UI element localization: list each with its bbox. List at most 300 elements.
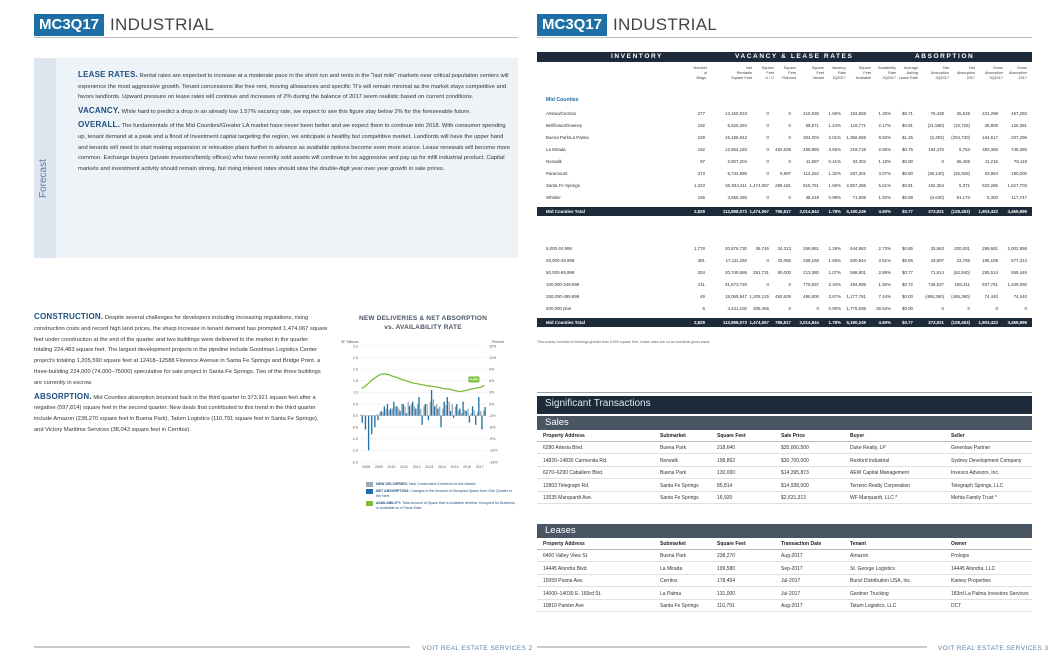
bar-net-absorption bbox=[437, 409, 438, 416]
row-cell: $0.72 bbox=[902, 282, 913, 287]
group-absorption: ABSORPTION bbox=[915, 53, 975, 60]
row-cell: 15059 Piuma Ave. bbox=[543, 578, 584, 584]
forecast-tab-label: Forecast bbox=[38, 159, 49, 198]
bar-net-absorption bbox=[393, 402, 394, 416]
bar-net-absorption bbox=[469, 416, 470, 423]
row-cell: Aug-2017 bbox=[781, 603, 803, 609]
row-cell: 467,283 bbox=[1011, 111, 1027, 116]
row-cell: 14445 Alondra Blvd. bbox=[543, 565, 588, 572]
row-cell: 14000–14030 E. 183rd St. bbox=[543, 590, 602, 597]
row-cell: $0.81 bbox=[902, 183, 913, 188]
row-cell: 2,857,365 bbox=[846, 183, 866, 188]
bar-net-absorption bbox=[365, 416, 366, 430]
row-label: Santa Fe Springs bbox=[546, 183, 580, 188]
bar-new-deliveries bbox=[442, 409, 443, 416]
leases-column-headers bbox=[537, 539, 1032, 550]
row-cell: 277 bbox=[697, 111, 705, 116]
column-header: Square Feet U / C bbox=[761, 66, 774, 80]
row-cell: 496,500 bbox=[803, 294, 819, 299]
row-cell: 786,817 bbox=[775, 209, 791, 214]
row-cell: 1.60% bbox=[828, 183, 841, 188]
sales-row bbox=[537, 443, 1032, 454]
row-cell: 0 bbox=[788, 111, 791, 116]
row-cell: 198,862 bbox=[717, 457, 736, 464]
row-cell: 1.78% bbox=[828, 320, 841, 325]
row-cell: 1.32% bbox=[828, 171, 841, 176]
bar-net-absorption bbox=[472, 406, 473, 415]
row-cell: 130,000 bbox=[717, 470, 736, 476]
row-cell: St. George Logistics bbox=[850, 565, 896, 572]
size-range-row bbox=[537, 292, 1032, 301]
row-label: Mid Counties Total bbox=[546, 320, 585, 325]
row-cell: $0.77 bbox=[902, 209, 913, 214]
bar-net-absorption bbox=[450, 411, 451, 416]
column-header: Tenant bbox=[850, 541, 867, 547]
forecast-paragraph bbox=[78, 106, 512, 118]
column-header: Square Feet Available bbox=[855, 66, 871, 80]
row-cell: 0.98% bbox=[828, 195, 841, 200]
row-cell: 1.25% bbox=[878, 111, 891, 116]
row-cell: Santa Fe Springs bbox=[660, 495, 699, 501]
size-range-row bbox=[537, 244, 1032, 253]
legend-desc: Changes in the Amount of Occupied Space from One Quarter to the Next bbox=[376, 489, 513, 498]
chart-xtick-label: 2017 bbox=[475, 465, 484, 469]
row-cell: 13,150,023 bbox=[725, 111, 747, 116]
row-cell: $0.00 bbox=[902, 294, 913, 299]
chart-title-line-2: vs. AVAILABILITY RATE bbox=[384, 324, 462, 331]
market-table-group-header bbox=[537, 52, 1032, 62]
row-cell: (486,390) bbox=[925, 294, 944, 299]
row-cell: 555,449 bbox=[1011, 270, 1027, 275]
row-label: Bellflower/Downey bbox=[546, 123, 583, 128]
chart-y2tick-label: -3% bbox=[489, 413, 496, 418]
row-label: Whittier bbox=[546, 195, 561, 200]
row-cell: 5.61% bbox=[878, 183, 891, 188]
row-cell: 2.89% bbox=[878, 270, 891, 275]
row-cell: 1,903,422 bbox=[978, 320, 998, 325]
legend-swatch bbox=[366, 501, 373, 506]
row-cell: 33,964 bbox=[984, 171, 998, 176]
row-cell: 0 bbox=[788, 306, 791, 311]
row-cell: 304,004 bbox=[803, 135, 819, 140]
legend-swatch bbox=[366, 489, 373, 494]
chart-xtick-label: 2008 bbox=[362, 465, 371, 469]
chart-legend bbox=[366, 482, 516, 513]
bar-net-absorption bbox=[447, 397, 448, 416]
bar-new-deliveries bbox=[449, 402, 450, 416]
row-cell: 71,808 bbox=[852, 195, 866, 200]
column-header: Buyer bbox=[850, 433, 865, 439]
bar-new-deliveries bbox=[474, 410, 475, 415]
footer-rule-left bbox=[34, 646, 410, 648]
bar-new-deliveries bbox=[452, 404, 453, 416]
row-cell: 5,997 bbox=[780, 171, 791, 176]
forecast-text: While hard to predict a drop in an already low 1.57% vacancy rate, we expect to see this figure stay below 2% for the foreseeable future. bbox=[119, 108, 471, 115]
bar-new-deliveries bbox=[408, 402, 409, 416]
column-header: Square Feet bbox=[717, 433, 746, 439]
bar-new-deliveries bbox=[398, 409, 399, 416]
row-cell: Santa Fe Springs bbox=[660, 482, 699, 489]
bar-new-deliveries bbox=[389, 410, 390, 415]
market-lead: ABSORPTION. bbox=[34, 391, 92, 401]
chart-ytick-label: -1.0 bbox=[351, 437, 358, 442]
row-cell: 11,215 bbox=[984, 159, 998, 164]
row-cell: 0 bbox=[788, 195, 791, 200]
row-cell: 577,314 bbox=[1011, 258, 1027, 263]
row-cell: DCT bbox=[951, 603, 962, 609]
chart-ytick-label: -2.0 bbox=[351, 460, 358, 465]
bar-net-absorption bbox=[462, 402, 463, 416]
row-cell: 1,903,422 bbox=[978, 209, 998, 214]
sales-title: Sales bbox=[545, 417, 569, 428]
row-cell: 6 bbox=[702, 306, 705, 311]
forecast-paragraph bbox=[78, 70, 512, 103]
bar-net-absorption bbox=[374, 416, 375, 428]
forecast-tab bbox=[34, 58, 56, 258]
row-cell: 23,755 bbox=[956, 258, 970, 263]
row-cell: 1.24% bbox=[828, 123, 841, 128]
row-cell: 36,746 bbox=[755, 246, 769, 251]
leases-title: Leases bbox=[545, 525, 576, 536]
row-cell: Buena Park bbox=[660, 445, 687, 451]
row-cell: 119,771 bbox=[850, 123, 866, 128]
row-label: La Mirada bbox=[546, 147, 566, 152]
row-cell: 0 bbox=[967, 306, 970, 311]
row-cell: (10,726) bbox=[953, 123, 970, 128]
chart-y2tick-label: 6% bbox=[489, 379, 495, 384]
row-cell: 373,921 bbox=[928, 320, 944, 325]
row-cell: 198,311 bbox=[954, 282, 970, 287]
row-cell: 156 bbox=[697, 195, 705, 200]
row-cell: 4.60% bbox=[878, 209, 891, 214]
bar-net-absorption bbox=[475, 416, 476, 425]
row-cell: 0 bbox=[941, 306, 944, 311]
row-cell: 43,907 bbox=[930, 258, 944, 263]
row-cell: Santa Fe Springs bbox=[660, 603, 699, 609]
row-cell: AEW Capital Management bbox=[850, 470, 909, 476]
row-cell: 74,440 bbox=[984, 294, 998, 299]
row-cell: 229 bbox=[697, 135, 705, 140]
report-badge-right: MC3Q17 bbox=[537, 14, 607, 36]
column-header: Submarket bbox=[660, 541, 686, 547]
row-cell: 1,177,761 bbox=[846, 294, 866, 299]
bar-new-deliveries bbox=[417, 404, 418, 416]
row-cell: 117,747 bbox=[1011, 195, 1027, 200]
row-cell: $0.00 bbox=[902, 159, 913, 164]
column-header: Net Absorption 3Q2017 bbox=[930, 66, 949, 80]
bar-new-deliveries bbox=[420, 409, 421, 416]
row-cell: $14,395,873 bbox=[781, 470, 809, 476]
row-cell: 289,681 bbox=[982, 246, 998, 251]
bar-new-deliveries bbox=[439, 406, 440, 415]
row-cell: 199,580 bbox=[717, 565, 736, 572]
group-inventory: INVENTORY bbox=[611, 53, 663, 60]
row-cell: 269,881 bbox=[803, 246, 819, 251]
row-cell: 1,239,090 bbox=[1007, 282, 1027, 287]
row-cell: 0 bbox=[766, 171, 769, 176]
bar-net-absorption bbox=[444, 402, 445, 416]
row-cell: Terreno Realty Corporation bbox=[850, 482, 911, 489]
bar-net-absorption bbox=[390, 409, 391, 416]
chart-xtick-label: 2010 bbox=[387, 465, 396, 469]
row-cell: 85,814 bbox=[717, 482, 733, 489]
row-cell: 114,252 bbox=[803, 171, 819, 176]
row-cell: 224,298 bbox=[982, 111, 998, 116]
row-cell: 786,817 bbox=[775, 320, 791, 325]
row-cell: 0.41% bbox=[828, 159, 841, 164]
row-cell: (294,730) bbox=[951, 135, 970, 140]
row-cell: $0.75 bbox=[902, 147, 913, 152]
column-header: Square Feet Vacant bbox=[811, 66, 824, 80]
row-cell: 0 bbox=[766, 147, 769, 152]
legend-item bbox=[366, 489, 516, 499]
row-cell: $1.25 bbox=[902, 135, 913, 140]
forecast-lead: OVERALL. bbox=[78, 120, 121, 130]
column-header: Gross Absorption 3Q2017 bbox=[984, 66, 1003, 80]
availability-chart bbox=[340, 312, 506, 508]
group-vacancy: VACANCY & LEASE RATES bbox=[735, 53, 854, 60]
market-paragraph bbox=[34, 392, 328, 436]
row-cell: 5,526,284 bbox=[727, 123, 747, 128]
bar-net-absorption bbox=[425, 404, 426, 416]
row-cell: 255,514 bbox=[982, 270, 998, 275]
row-cell: $0.71 bbox=[902, 111, 913, 116]
legend-swatch bbox=[366, 482, 373, 487]
submarket-row bbox=[537, 169, 1032, 178]
bar-net-absorption bbox=[466, 411, 467, 416]
row-cell: 2,014,844 bbox=[799, 209, 819, 214]
row-cell: 5,371 bbox=[959, 183, 970, 188]
row-cell: $0.77 bbox=[902, 320, 913, 325]
header-rule-right bbox=[537, 37, 1032, 38]
row-cell: 1.82% bbox=[878, 195, 891, 200]
bar-net-absorption bbox=[381, 411, 382, 416]
row-cell: 0 bbox=[766, 258, 769, 263]
sales-column-headers bbox=[537, 431, 1032, 442]
row-cell: 492,639 bbox=[775, 147, 791, 152]
row-cell: Buena Park bbox=[660, 553, 687, 559]
row-label: Paramount bbox=[546, 171, 568, 176]
column-header: Property Address bbox=[543, 433, 585, 439]
report-title: INDUSTRIAL bbox=[110, 15, 215, 34]
row-cell: 0 bbox=[766, 159, 769, 164]
bar-new-deliveries bbox=[455, 406, 456, 415]
bar-new-deliveries bbox=[464, 410, 465, 416]
significant-transactions-header bbox=[537, 396, 1032, 414]
row-cell: 0 bbox=[1024, 306, 1027, 311]
bar-net-absorption bbox=[403, 404, 404, 416]
row-cell: 2,829 bbox=[694, 209, 705, 214]
row-cell: 458,865 bbox=[803, 147, 819, 152]
row-cell: 33,563 bbox=[930, 246, 944, 251]
row-cell: 1,474,067 bbox=[749, 209, 769, 214]
row-cell: 238,270 bbox=[717, 553, 736, 559]
column-header: Gross Absorption 2017 bbox=[1008, 66, 1027, 80]
row-cell: 1.18% bbox=[878, 159, 891, 164]
row-cell: 15,065 bbox=[777, 258, 791, 263]
row-cell: 383,366 bbox=[982, 147, 998, 152]
chart-ytick-label: 1.5 bbox=[353, 379, 358, 384]
bar-net-absorption bbox=[440, 416, 441, 428]
column-header: Sale Price bbox=[781, 433, 805, 439]
submarket-row bbox=[537, 109, 1032, 118]
row-cell: 163,858 bbox=[850, 111, 866, 116]
header-rule bbox=[34, 37, 518, 38]
row-cell: 192 bbox=[697, 123, 705, 128]
forecast-text: Rental rates are expected to increase at a moderate pace in the short run and rents in the "last mile" markets near critical population centers will experience the most aggressive growth. Tenant concessions like free rent, moving allowances and specific TI's will remain minimal as the market stays competitive and favors landlords. Upward pressure on lease rates will continue and increases of 2% during the balance of 2017 seem realistic based on current conditions. bbox=[78, 73, 509, 101]
row-cell: (6,630) bbox=[930, 195, 944, 200]
row-cell: 11,997 bbox=[805, 159, 819, 164]
bar-net-absorption bbox=[387, 404, 388, 416]
row-cell: 0 bbox=[941, 159, 944, 164]
row-label: Buena Park/La Palma bbox=[546, 135, 589, 140]
bar-new-deliveries bbox=[360, 414, 361, 415]
bar-net-absorption bbox=[459, 409, 460, 416]
bar-net-absorption bbox=[484, 407, 485, 416]
row-cell: 90,000 bbox=[777, 270, 791, 275]
row-label: 5,000-24,999 bbox=[546, 246, 572, 251]
row-cell: 1.78% bbox=[828, 209, 841, 214]
bar-new-deliveries bbox=[433, 399, 434, 415]
row-cell: 304 bbox=[697, 270, 705, 275]
row-cell: (38,140) bbox=[927, 171, 944, 176]
row-cell: 34,302 bbox=[852, 159, 866, 164]
column-header: Number of Bldgs. bbox=[693, 66, 707, 80]
row-cell: $2,631,313 bbox=[781, 495, 807, 501]
bar-net-absorption bbox=[399, 411, 400, 416]
row-cell: 110,791 bbox=[717, 603, 735, 609]
size-range-row bbox=[537, 304, 1032, 313]
row-cell: 3.55% bbox=[828, 147, 841, 152]
bar-net-absorption bbox=[431, 390, 432, 416]
row-cell: 373,921 bbox=[928, 209, 944, 214]
row-cell: 126,381 bbox=[1011, 123, 1027, 128]
legend-text bbox=[376, 482, 475, 487]
row-cell: Kamey Properties bbox=[951, 578, 991, 584]
forecast-body bbox=[78, 70, 512, 177]
row-cell: 2.73% bbox=[878, 246, 891, 251]
bar-new-deliveries bbox=[382, 412, 383, 415]
row-cell: Gardner Trucking bbox=[850, 590, 889, 597]
row-cell: 3,469,899 bbox=[1007, 209, 1027, 214]
report-badge: MC3Q17 bbox=[34, 14, 104, 36]
chart-ylabel: SF Millions bbox=[341, 340, 359, 344]
chart-y2tick-label: 9% bbox=[489, 367, 495, 372]
size-range-row bbox=[537, 280, 1032, 289]
row-cell: 200,001 bbox=[954, 246, 970, 251]
row-cell: 6280 Artesia Blvd. bbox=[543, 445, 584, 451]
chart-title bbox=[340, 314, 506, 332]
row-cell: 0 bbox=[788, 123, 791, 128]
row-cell: 97 bbox=[700, 159, 705, 164]
row-cell: 2.55% bbox=[878, 147, 891, 152]
total-row bbox=[537, 207, 1032, 216]
market-table-column-headers bbox=[537, 66, 1032, 92]
market-text: Mid Counties absorption bounced back in the third quarter to 373,921 square feet after a negative (597,814) square feet in the second quarter. New deals that contributed to this trend in the third quarter include Amazon (238,270 square feet in Buena Park), Tatum Logistics (110,791 square feet in Santa Fe Springs), and Victory Maritime Services (38,043 square feet in Cerritos). bbox=[34, 394, 319, 433]
row-label: 100,000-249,999 bbox=[546, 282, 580, 287]
row-cell: 2.01% bbox=[828, 135, 841, 140]
row-cell: 76,438 bbox=[930, 111, 944, 116]
column-header: Square Feet bbox=[717, 541, 746, 547]
leases-row bbox=[537, 589, 1032, 600]
report-title-right: INDUSTRIAL bbox=[613, 15, 718, 34]
row-cell: 3,469,899 bbox=[1007, 320, 1027, 325]
column-header: Square Feet Planned bbox=[782, 66, 796, 80]
row-cell: 34,313 bbox=[777, 246, 791, 251]
row-cell: 7.44% bbox=[878, 294, 891, 299]
row-cell: Mehta Family Trust * bbox=[951, 495, 997, 501]
column-header: Transaction Date bbox=[781, 541, 822, 547]
bar-new-deliveries bbox=[401, 404, 402, 416]
legend-desc: Total Amount of Space that is Available whether Occupied for Business, or Available at a Future Date bbox=[376, 501, 516, 510]
row-cell: 112,898,073 bbox=[722, 320, 747, 325]
row-cell: 15,055,947 bbox=[725, 294, 747, 299]
sales-row bbox=[537, 456, 1032, 467]
chart-y2tick-label: -12% bbox=[489, 448, 498, 453]
chart-ytick-label: -1.5 bbox=[351, 448, 358, 453]
row-cell: (26,928) bbox=[953, 171, 970, 176]
survey-note: This survey consists of buildings greater than 5,000 square feet. Lease rates are on an industrial gross basis. bbox=[537, 340, 711, 344]
significant-transactions-title: Significant Transactions bbox=[545, 398, 651, 409]
bar-new-deliveries bbox=[404, 406, 405, 415]
row-cell: 481 bbox=[697, 258, 705, 263]
row-cell: 0 bbox=[816, 306, 819, 311]
row-cell: 6270–6290 Caballero Blvd. bbox=[543, 470, 604, 476]
row-cell: 16,920 bbox=[717, 495, 733, 501]
row-cell: 0 bbox=[766, 123, 769, 128]
chart-ytick-label: 0.0 bbox=[353, 413, 358, 418]
leases-row bbox=[537, 551, 1032, 562]
legend-label: AVAILABILITY: bbox=[376, 501, 402, 505]
row-cell: 494,895 bbox=[850, 282, 866, 287]
row-cell: 735,537 bbox=[928, 282, 944, 287]
size-range-row bbox=[537, 268, 1032, 277]
size-range-row bbox=[537, 256, 1032, 265]
bar-net-absorption bbox=[418, 397, 419, 416]
row-cell: (5,293) bbox=[930, 135, 944, 140]
row-label: Mid Counties Total bbox=[546, 209, 585, 214]
row-cell: 1.07% bbox=[828, 270, 841, 275]
row-cell: 306,465 bbox=[753, 306, 769, 311]
market-paragraph bbox=[34, 312, 328, 389]
row-cell: 1,778 bbox=[694, 246, 705, 251]
chart-y2tick-label: -15% bbox=[489, 460, 498, 465]
bar-net-absorption bbox=[421, 416, 422, 425]
chart-xtick-label: 2009 bbox=[374, 465, 383, 469]
row-label: Norwalk bbox=[546, 159, 562, 164]
row-cell: 36,809 bbox=[984, 123, 998, 128]
row-cell: 17,111,292 bbox=[725, 258, 747, 263]
forecast-lead: LEASE RATES. bbox=[78, 70, 139, 79]
row-cell: 210,535 bbox=[803, 111, 819, 116]
row-cell: 25,549 bbox=[956, 111, 970, 116]
row-cell: 2,829 bbox=[694, 320, 705, 325]
row-cell: 190,000 bbox=[1011, 171, 1027, 176]
chart-xtick-label: 2012 bbox=[412, 465, 421, 469]
bar-net-absorption bbox=[428, 416, 429, 421]
page-header bbox=[34, 14, 214, 36]
row-cell: La Palma bbox=[660, 590, 682, 597]
chart-ylabel-right: Percent bbox=[491, 340, 504, 344]
chart-ytick-label: 0.5 bbox=[353, 402, 358, 407]
row-cell: 748,355 bbox=[1011, 147, 1027, 152]
chart-y2tick-label: -6% bbox=[489, 425, 496, 430]
submarket-row bbox=[537, 121, 1032, 130]
leases-header bbox=[537, 524, 1032, 538]
bar-new-deliveries bbox=[411, 404, 412, 416]
column-header: Owner bbox=[951, 541, 967, 547]
row-cell: 31,673,720 bbox=[725, 282, 747, 287]
